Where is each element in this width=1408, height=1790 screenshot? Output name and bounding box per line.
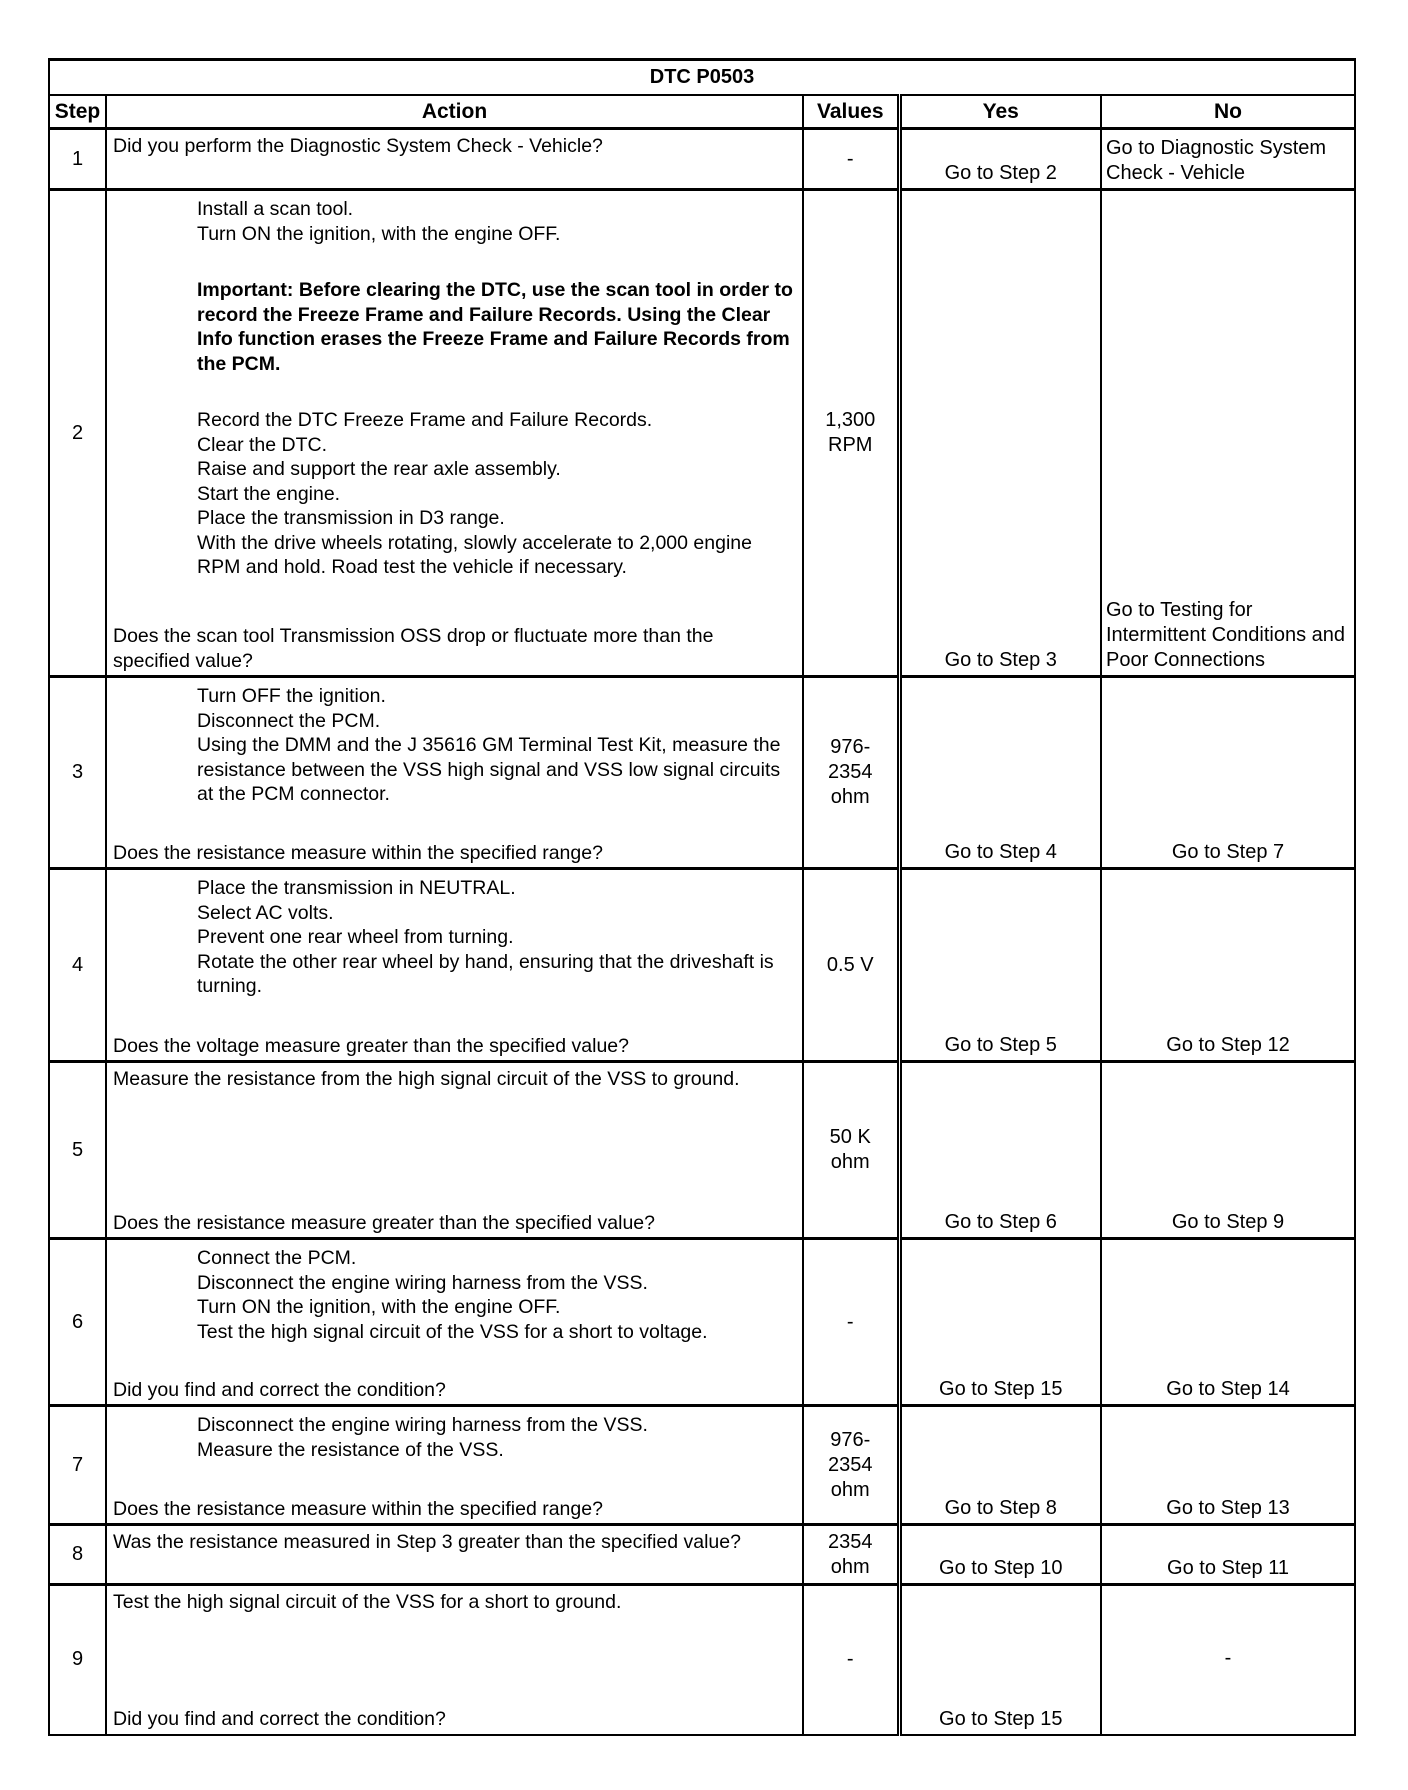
yes-cell: Go to Step 5	[899, 869, 1101, 1062]
question-text: Does the voltage measure greater than the specified value?	[113, 1034, 629, 1057]
no-cell: -	[1101, 1585, 1355, 1735]
step-number: 7	[49, 1406, 106, 1525]
no-cell: Go to Step 9	[1101, 1062, 1355, 1239]
no-cell: Go to Testing for Intermittent Conditions and Poor Connections	[1101, 190, 1355, 677]
important-note: Important: Before clearing the DTC, use the scan tool in order to record the Freeze Frame and Failure Records. Using the Clear Info function erases the Freeze Frame and Failure Records from the PCM.	[197, 279, 799, 375]
action-step: Select AC volts.	[197, 901, 334, 924]
no-cell: Go to Step 7	[1101, 677, 1355, 869]
header-action: Action	[106, 95, 803, 129]
action-step: Test the high signal circuit of the VSS for a short to voltage.	[197, 1320, 708, 1343]
value-cell: -	[803, 1585, 899, 1735]
value-cell: 2354 ohm	[803, 1525, 899, 1585]
yes-cell: Go to Step 3	[899, 190, 1101, 677]
table-row	[49, 1585, 1355, 1735]
yes-cell: Go to Step 15	[899, 1239, 1101, 1406]
table-row	[49, 1525, 1355, 1585]
step-number: 8	[49, 1525, 106, 1585]
action-step: Test the high signal circuit of the VSS for a short to ground.	[113, 1591, 622, 1613]
no-cell: Go to Step 14	[1101, 1239, 1355, 1406]
yes-cell: Go to Step 6	[899, 1062, 1101, 1239]
action-step: Raise and support the rear axle assembly.	[197, 458, 561, 480]
step-number: 2	[49, 190, 106, 677]
value-cell: 50 K ohm	[803, 1062, 899, 1239]
no-cell: Go to Diagnostic System Check - Vehicle	[1101, 129, 1355, 190]
yes-cell: Go to Step 2	[899, 129, 1101, 190]
step-number: 4	[49, 869, 106, 1062]
step-number: 6	[49, 1239, 106, 1406]
yes-cell: Go to Step 8	[899, 1406, 1101, 1525]
table-row	[49, 1239, 1355, 1406]
action-step: Start the engine.	[197, 482, 341, 505]
action-step: Record the DTC Freeze Frame and Failure Records.	[197, 409, 653, 431]
action-step: Clear the DTC.	[197, 433, 328, 456]
question-text: Does the resistance measure within the specified range?	[113, 1497, 603, 1520]
no-cell: Go to Step 13	[1101, 1406, 1355, 1525]
table-row	[49, 677, 1355, 869]
action-step: Disconnect the engine wiring harness from the VSS.	[197, 1271, 648, 1294]
action-step: Measure the resistance from the high signal circuit of the VSS to ground.	[113, 1068, 740, 1090]
action-step: Install a scan tool.	[197, 198, 354, 220]
value-cell: 1,300 RPM	[803, 190, 899, 677]
action-step: Disconnect the engine wiring harness from the VSS.	[197, 1414, 648, 1436]
yes-cell: Go to Step 10	[899, 1525, 1101, 1585]
action-step: Place the transmission in NEUTRAL.	[197, 877, 516, 899]
table-row	[49, 1406, 1355, 1525]
step-number: 9	[49, 1585, 106, 1735]
step-number: 1	[49, 129, 106, 190]
action-step: Rotate the other rear wheel by hand, ensuring that the driveshaft is turning.	[197, 950, 780, 997]
action-step: Turn OFF the ignition.	[197, 685, 386, 707]
table-row	[49, 190, 1355, 677]
step-number: 3	[49, 677, 106, 869]
table-title: DTC P0503	[49, 60, 1355, 96]
question-text: Does the scan tool Transmission OSS drop or fluctuate more than the specified value?	[113, 625, 714, 672]
dtc-table	[48, 58, 1356, 1736]
action-step: Connect the PCM.	[197, 1247, 357, 1269]
yes-cell: Go to Step 4	[899, 677, 1101, 869]
table-row	[49, 129, 1355, 190]
yes-cell: Go to Step 15	[899, 1585, 1101, 1735]
action-step: Prevent one rear wheel from turning.	[197, 926, 514, 948]
value-cell: 0.5 V	[803, 869, 899, 1062]
action-step: Place the transmission in D3 range.	[197, 507, 505, 529]
question-text: Does the resistance measure greater than the specified value?	[113, 1211, 655, 1234]
header-values: Values	[803, 95, 899, 129]
action-step: Using the DMM and the J 35616 GM Terminal Test Kit, measure the resistance between the VSS high signal and VSS low signal circuits at the PCM connector.	[197, 734, 786, 805]
header-yes: Yes	[899, 95, 1101, 129]
header-no: No	[1101, 95, 1355, 129]
action-step: With the drive wheels rotating, slowly accelerate to 2,000 engine RPM and hold. Road test the vehicle if necessary.	[197, 531, 758, 578]
step-number: 5	[49, 1062, 106, 1239]
no-cell: Go to Step 12	[1101, 869, 1355, 1062]
action-step: Turn ON the ignition, with the engine OFF.	[197, 1296, 561, 1318]
action-step: Measure the resistance of the VSS.	[197, 1438, 504, 1461]
question-text: Was the resistance measured in Step 3 greater than the specified value?	[113, 1531, 741, 1553]
value-cell: 976-2354 ohm	[803, 677, 899, 869]
table-row	[49, 869, 1355, 1062]
header-step: Step	[49, 95, 106, 129]
action-step: Disconnect the PCM.	[197, 709, 381, 732]
table-row	[49, 1062, 1355, 1239]
value-cell: 976-2354 ohm	[803, 1406, 899, 1525]
action-step: Turn ON the ignition, with the engine OFF.	[197, 222, 561, 245]
question-text: Did you perform the Diagnostic System Check - Vehicle?	[113, 135, 603, 157]
question-text: Did you find and correct the condition?	[113, 1378, 446, 1401]
question-text: Did you find and correct the condition?	[113, 1708, 446, 1730]
no-cell: Go to Step 11	[1101, 1525, 1355, 1585]
question-text: Does the resistance measure within the specified range?	[113, 841, 603, 864]
value-cell: -	[803, 129, 899, 190]
value-cell: -	[803, 1239, 899, 1406]
